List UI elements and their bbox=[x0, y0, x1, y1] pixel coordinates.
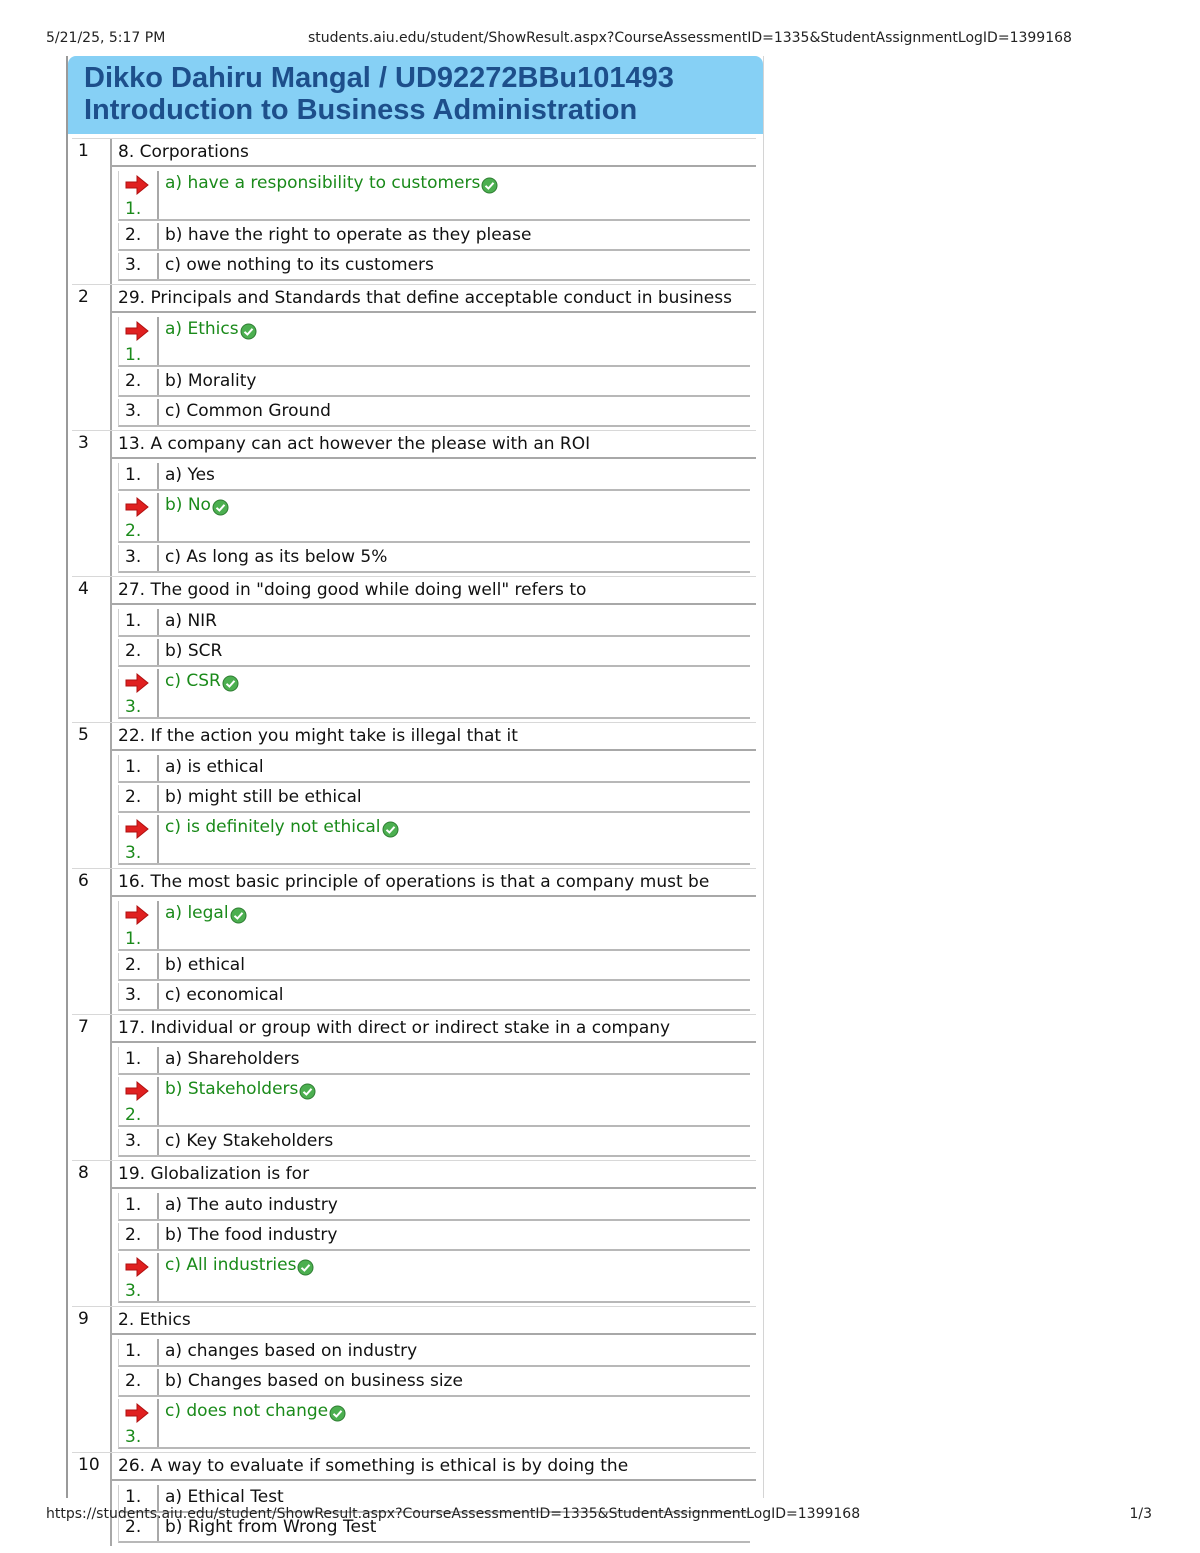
answer-options bbox=[112, 751, 756, 868]
question-row bbox=[72, 138, 756, 284]
red-arrow-icon bbox=[124, 320, 150, 342]
question-number: 10 bbox=[72, 1453, 112, 1546]
red-arrow-icon bbox=[124, 672, 150, 694]
option-index-label: 3. bbox=[119, 983, 159, 1009]
option-index bbox=[119, 171, 159, 219]
option bbox=[118, 223, 750, 251]
print-date: 5/21/25, 5:17 PM bbox=[46, 30, 166, 46]
option-text: a) legal bbox=[165, 903, 229, 923]
question-number: 7 bbox=[72, 1015, 112, 1160]
option bbox=[118, 1339, 750, 1367]
option-text-wrap bbox=[159, 901, 247, 949]
green-check-icon bbox=[299, 1083, 316, 1100]
option bbox=[118, 1129, 750, 1157]
option-index-label: 1. bbox=[119, 1047, 159, 1073]
green-check-icon bbox=[240, 323, 257, 340]
option-index bbox=[119, 669, 159, 717]
question-text: 13. A company can act however the please with an ROI bbox=[112, 431, 756, 459]
green-check-icon bbox=[329, 1405, 346, 1422]
question-body bbox=[112, 139, 756, 284]
option bbox=[118, 755, 750, 783]
option-text: a) Shareholders bbox=[165, 1049, 300, 1069]
question-text: 8. Corporations bbox=[112, 139, 756, 167]
option-text: b) have the right to operate as they please bbox=[165, 225, 532, 245]
option-text: b) SCR bbox=[165, 641, 223, 661]
question-body bbox=[112, 869, 756, 1014]
print-footer-url[interactable]: https://students.aiu.edu/student/ShowResult.aspx?CourseAssessmentID=1335&StudentAssignmentLogID=1399168 bbox=[46, 1506, 861, 1522]
question-body bbox=[112, 577, 756, 722]
option-index-label: 2. bbox=[119, 1369, 159, 1395]
selected-correct-option bbox=[118, 171, 750, 221]
option-text: c) is definitely not ethical bbox=[165, 817, 381, 837]
red-arrow-icon bbox=[124, 1256, 150, 1278]
option-index-label: 2. bbox=[119, 223, 159, 249]
option-index-label: 2. bbox=[125, 521, 142, 541]
option bbox=[118, 1193, 750, 1221]
option bbox=[118, 983, 750, 1011]
selected-correct-option bbox=[118, 669, 750, 719]
selected-correct-option bbox=[118, 493, 750, 543]
option-index-label: 1. bbox=[119, 1193, 159, 1219]
option-text: c) Key Stakeholders bbox=[165, 1131, 334, 1151]
question-number: 5 bbox=[72, 723, 112, 868]
question-body bbox=[112, 431, 756, 576]
option-text: c) Common Ground bbox=[165, 401, 331, 421]
question-text: 19. Globalization is for bbox=[112, 1161, 756, 1189]
option-text-wrap bbox=[159, 171, 498, 219]
red-arrow-icon bbox=[124, 1402, 150, 1424]
red-arrow-icon bbox=[124, 174, 150, 196]
option bbox=[118, 399, 750, 427]
question-body bbox=[112, 1015, 756, 1160]
print-header-url: students.aiu.edu/student/ShowResult.aspx?CourseAssessmentID=1335&StudentAssignmentLogID=1399168 bbox=[308, 30, 1072, 46]
option-text: a) is ethical bbox=[165, 757, 264, 777]
question-row bbox=[72, 576, 756, 722]
option-index-label: 2. bbox=[125, 1105, 142, 1125]
option-index-label: 3. bbox=[125, 697, 142, 717]
question-text: 17. Individual or group with direct or indirect stake in a company bbox=[112, 1015, 756, 1043]
option-index-label: 1. bbox=[119, 755, 159, 781]
option-index-label: 2. bbox=[119, 1223, 159, 1249]
green-check-icon bbox=[481, 177, 498, 194]
option-text-wrap bbox=[159, 1077, 316, 1125]
green-check-icon bbox=[230, 907, 247, 924]
option-text-wrap bbox=[159, 1253, 314, 1301]
option-text-wrap bbox=[159, 1399, 346, 1447]
answer-options bbox=[112, 459, 756, 576]
option-text: b) Changes based on business size bbox=[165, 1371, 463, 1391]
option-index-label: 2. bbox=[119, 369, 159, 395]
question-row bbox=[72, 1306, 756, 1452]
option-index-label: 1. bbox=[119, 1339, 159, 1365]
question-body bbox=[112, 285, 756, 430]
green-check-icon bbox=[382, 821, 399, 838]
option-index-label: 1. bbox=[125, 199, 142, 219]
option bbox=[118, 369, 750, 397]
option-text: b) Stakeholders bbox=[165, 1079, 299, 1099]
answer-options bbox=[112, 1189, 756, 1306]
option-text: b) The food industry bbox=[165, 1225, 338, 1245]
question-text: 16. The most basic principle of operations is that a company must be bbox=[112, 869, 756, 897]
green-check-icon bbox=[212, 499, 229, 516]
answer-options bbox=[112, 167, 756, 284]
selected-correct-option bbox=[118, 1399, 750, 1449]
option-text: a) have a responsibility to customers bbox=[165, 173, 481, 193]
red-arrow-icon bbox=[124, 1080, 150, 1102]
answer-options bbox=[112, 605, 756, 722]
option-text: c) All industries bbox=[165, 1255, 297, 1275]
option-text: c) economical bbox=[165, 985, 284, 1005]
course-title: Introduction to Business Administration bbox=[84, 94, 638, 126]
option-index-label: 1. bbox=[125, 929, 142, 949]
option-index-label: 1. bbox=[119, 1485, 159, 1511]
red-arrow-icon bbox=[124, 904, 150, 926]
question-body bbox=[112, 723, 756, 868]
option-text: c) As long as its below 5% bbox=[165, 547, 388, 567]
red-arrow-icon bbox=[124, 496, 150, 518]
red-arrow-icon bbox=[124, 818, 150, 840]
question-text: 2. Ethics bbox=[112, 1307, 756, 1335]
answer-options bbox=[112, 897, 756, 1014]
option-index-label: 1. bbox=[119, 609, 159, 635]
option-index-label: 3. bbox=[125, 843, 142, 863]
question-row bbox=[72, 1452, 756, 1546]
question-row bbox=[72, 1160, 756, 1306]
option-index-label: 1. bbox=[125, 345, 142, 365]
option bbox=[118, 785, 750, 813]
student-name-id: Dikko Dahiru Mangal / UD92272BBu101493 bbox=[84, 62, 674, 94]
option-index-label: 3. bbox=[119, 253, 159, 279]
question-text: 27. The good in "doing good while doing well" refers to bbox=[112, 577, 756, 605]
option-index-label: 2. bbox=[119, 785, 159, 811]
option-text: a) The auto industry bbox=[165, 1195, 338, 1215]
option-index bbox=[119, 317, 159, 365]
question-list bbox=[72, 138, 756, 1546]
option-text: b) ethical bbox=[165, 955, 245, 975]
option bbox=[118, 253, 750, 281]
option-index-label: 2. bbox=[119, 639, 159, 665]
selected-correct-option bbox=[118, 815, 750, 865]
page-number: 1/3 bbox=[1129, 1506, 1152, 1522]
question-number: 8 bbox=[72, 1161, 112, 1306]
option-index-label: 3. bbox=[125, 1427, 142, 1447]
option-index-label: 3. bbox=[119, 399, 159, 425]
question-body bbox=[112, 1307, 756, 1452]
option-index bbox=[119, 1399, 159, 1447]
option bbox=[118, 1369, 750, 1397]
question-row bbox=[72, 722, 756, 868]
option-text: a) Yes bbox=[165, 465, 215, 485]
title-banner bbox=[68, 56, 763, 134]
question-number: 1 bbox=[72, 139, 112, 284]
option-text-wrap bbox=[159, 815, 399, 863]
option-index-label: 3. bbox=[125, 1281, 142, 1301]
option-text-wrap bbox=[159, 317, 257, 365]
option-text: b) might still be ethical bbox=[165, 787, 362, 807]
green-check-icon bbox=[222, 675, 239, 692]
question-number: 2 bbox=[72, 285, 112, 430]
option-text: b) Right from Wrong Test bbox=[165, 1517, 377, 1537]
question-row bbox=[72, 868, 756, 1014]
option-text-wrap bbox=[159, 493, 229, 541]
answer-options bbox=[112, 1335, 756, 1452]
question-row bbox=[72, 430, 756, 576]
option-index-label: 3. bbox=[119, 1129, 159, 1155]
option-text: c) CSR bbox=[165, 671, 221, 691]
option bbox=[118, 953, 750, 981]
option-index-label: 2. bbox=[119, 1515, 159, 1541]
option-text: c) does not change bbox=[165, 1401, 329, 1421]
question-number: 4 bbox=[72, 577, 112, 722]
option-text: a) Ethical Test bbox=[165, 1487, 284, 1507]
option-index bbox=[119, 1253, 159, 1301]
question-number: 6 bbox=[72, 869, 112, 1014]
question-text: 29. Principals and Standards that define acceptable conduct in business bbox=[112, 285, 756, 313]
option-text: a) changes based on industry bbox=[165, 1341, 418, 1361]
question-row bbox=[72, 284, 756, 430]
option-text: a) Ethics bbox=[165, 319, 239, 339]
option bbox=[118, 609, 750, 637]
option-index-label: 1. bbox=[119, 463, 159, 489]
option bbox=[118, 545, 750, 573]
answer-options bbox=[112, 1043, 756, 1160]
option-index bbox=[119, 901, 159, 949]
option-index bbox=[119, 1077, 159, 1125]
answer-options bbox=[112, 313, 756, 430]
selected-correct-option bbox=[118, 1077, 750, 1127]
question-row bbox=[72, 1014, 756, 1160]
selected-correct-option bbox=[118, 901, 750, 951]
option-text: b) Morality bbox=[165, 371, 257, 391]
selected-correct-option bbox=[118, 317, 750, 367]
option-index bbox=[119, 815, 159, 863]
option-index bbox=[119, 493, 159, 541]
option-text: b) No bbox=[165, 495, 211, 515]
option bbox=[118, 639, 750, 667]
option bbox=[118, 1223, 750, 1251]
option-text: c) owe nothing to its customers bbox=[165, 255, 434, 275]
option bbox=[118, 1047, 750, 1075]
question-number: 9 bbox=[72, 1307, 112, 1452]
option-index-label: 3. bbox=[119, 545, 159, 571]
question-text: 22. If the action you might take is illegal that it bbox=[112, 723, 756, 751]
question-body bbox=[112, 1453, 756, 1546]
option-index-label: 2. bbox=[119, 953, 159, 979]
option-text-wrap bbox=[159, 669, 239, 717]
question-text: 26. A way to evaluate if something is ethical is by doing the bbox=[112, 1453, 756, 1481]
question-body bbox=[112, 1161, 756, 1306]
green-check-icon bbox=[297, 1259, 314, 1276]
selected-correct-option bbox=[118, 1253, 750, 1303]
question-number: 3 bbox=[72, 431, 112, 576]
option bbox=[118, 463, 750, 491]
option-text: a) NIR bbox=[165, 611, 217, 631]
